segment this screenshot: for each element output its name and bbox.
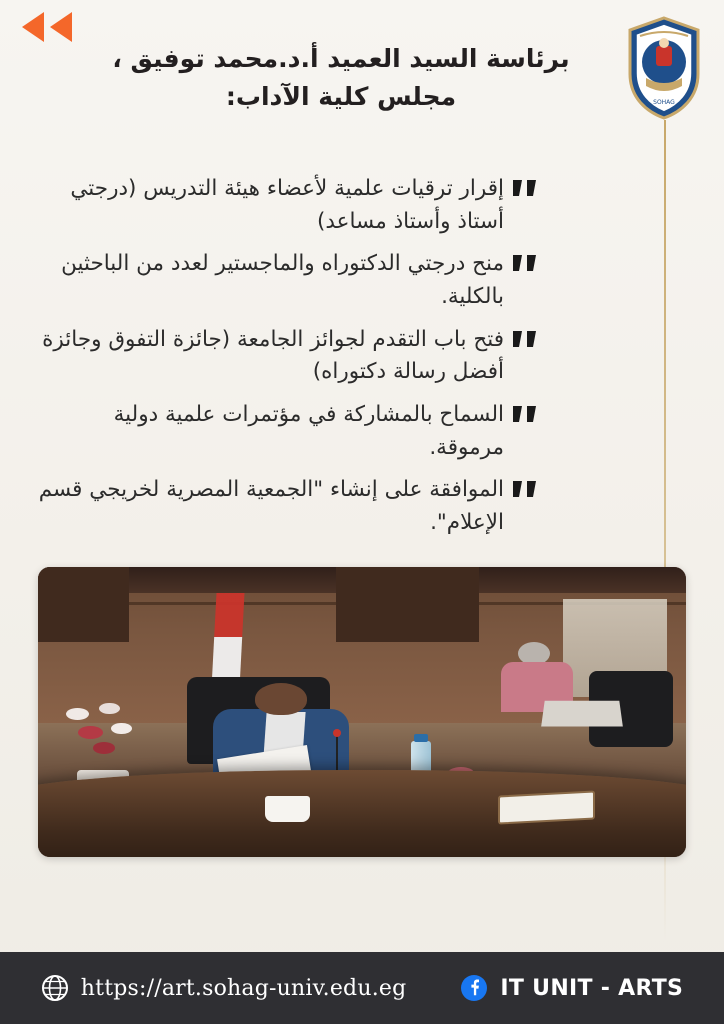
quote-bullet-icon	[512, 179, 538, 197]
globe-icon	[41, 974, 69, 1002]
list-item-text: منح درجتي الدكتوراه والماجستير لعدد من الباحثين بالكلية.	[61, 251, 504, 310]
nameplate	[498, 790, 595, 824]
poster-header	[0, 0, 724, 150]
council-meeting-photo	[38, 567, 686, 857]
website-link[interactable]	[41, 974, 407, 1002]
quote-bullet-icon	[512, 480, 538, 498]
quote-bullet-icon	[512, 330, 538, 348]
microphone	[336, 735, 338, 773]
list-item	[34, 323, 670, 389]
coffee-cup	[265, 796, 310, 822]
double-chevron-left-icon	[18, 10, 76, 44]
website-url: https://art.sohag-univ.edu.eg	[80, 975, 407, 1001]
photo-scene	[38, 567, 686, 857]
list-item-text: فتح باب التقدم لجوائز الجامعة (جائزة التفوق وجائزة أفضل رسالة دكتوراه)	[42, 326, 504, 385]
dean-head	[255, 683, 307, 715]
list-item	[34, 473, 670, 539]
quote-bullet-icon	[512, 254, 538, 272]
list-item-text: إقرار ترقيات علمية لأعضاء هيئة التدريس (درجتي أستاذ وأستاذ مساعد)	[70, 176, 504, 234]
list-item	[34, 247, 670, 313]
laptop	[542, 701, 623, 727]
facebook-page-link[interactable]	[460, 974, 683, 1002]
quote-bullet-icon	[512, 405, 538, 423]
list-item-text: الموافقة على إنشاء "الجمعية المصرية لخريجي قسم الإعلام".	[38, 477, 504, 536]
page-title: برئاسة السيد العميد أ.د.محمد توفيق ، مجلس كلية الآداب:	[112, 44, 570, 111]
svg-text:SOHAG: SOHAG	[653, 99, 675, 106]
footer-bar	[0, 952, 724, 1024]
list-item	[34, 398, 670, 464]
list-item-text: السماح بالمشاركة في مؤتمرات علمية دولية مرموقة.	[113, 402, 504, 460]
announcement-list	[34, 172, 670, 549]
facebook-icon	[460, 974, 488, 1002]
university-crest-icon	[626, 16, 702, 120]
photo-panel	[336, 567, 479, 642]
flower-arrangement	[57, 700, 161, 775]
facebook-page-name: IT UNIT - ARTS	[500, 975, 684, 1001]
photo-panel	[38, 567, 129, 642]
list-item	[34, 172, 670, 238]
